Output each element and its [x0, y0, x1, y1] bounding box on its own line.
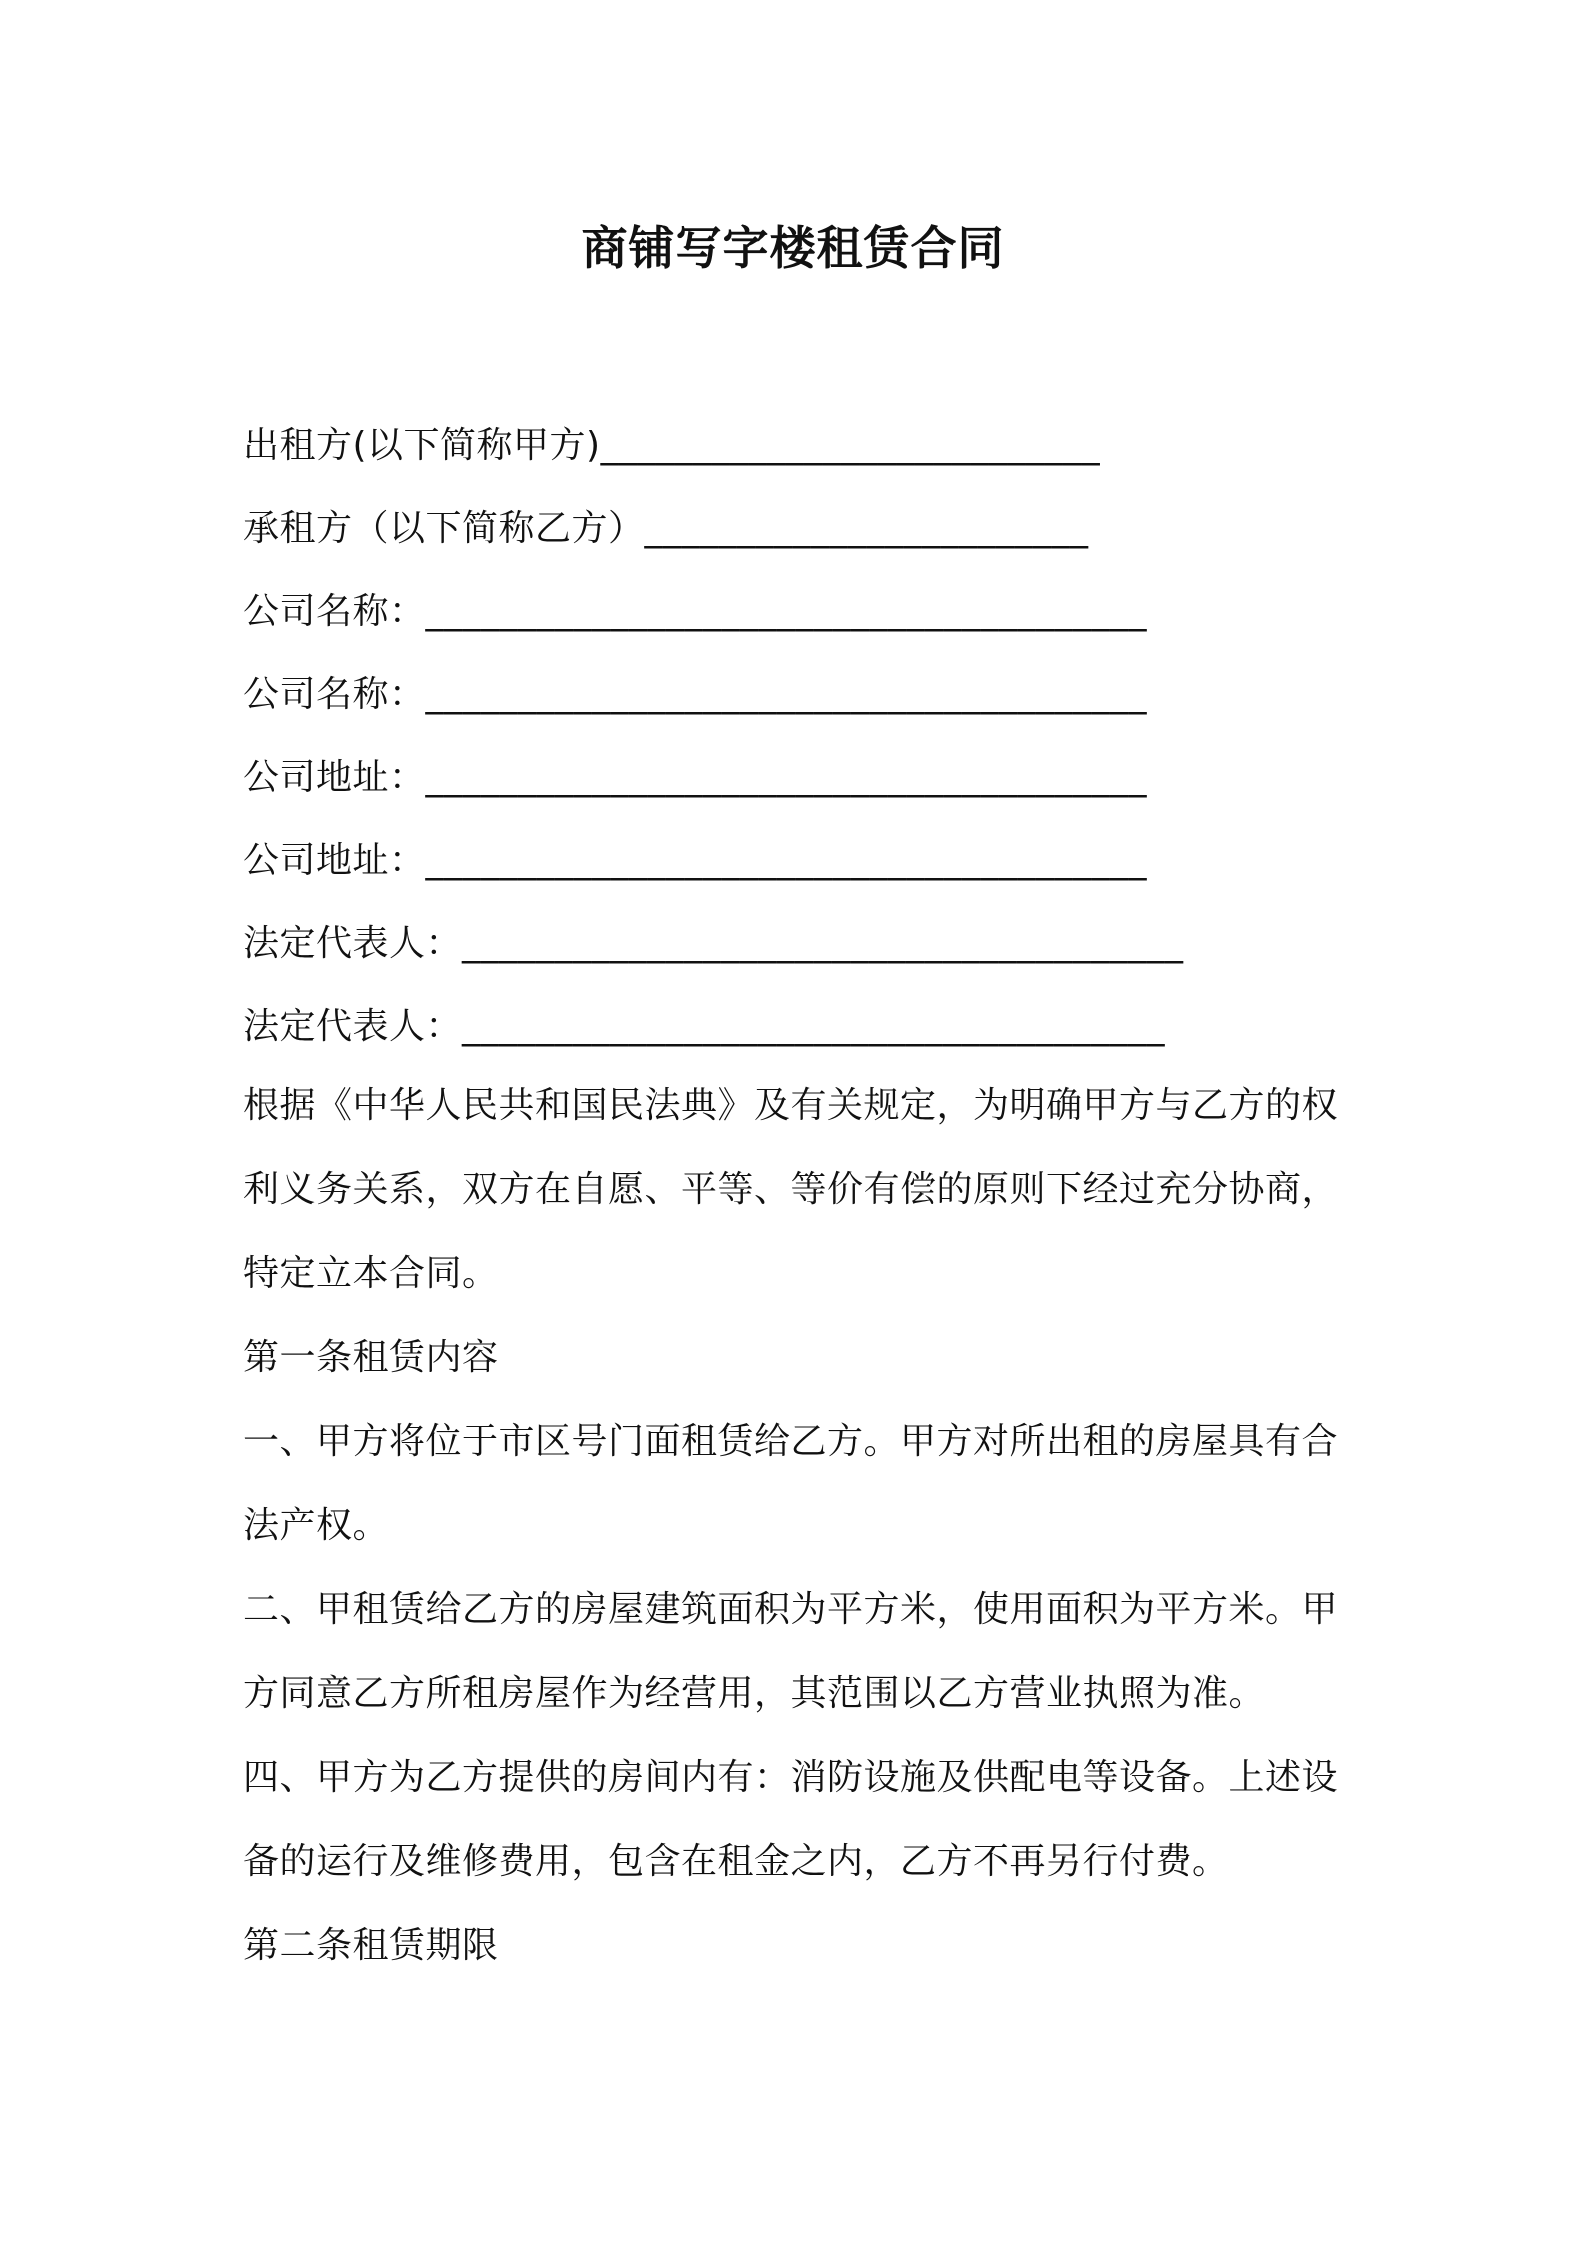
- item-line: 备的运行及维修费用，包含在租金之内，乙方不再另行付费。: [243, 1841, 1229, 1882]
- lessee-line: 承租方（以下简称乙方）________________________: [243, 508, 1089, 549]
- intro-line: 利义务关系，双方在自愿、平等、等价有偿的原则下经过充分协商，: [243, 1169, 1339, 1210]
- lessor-line: 出租方(以下简称甲方)___________________________: [243, 425, 1101, 466]
- article-2-heading: [243, 1904, 1363, 1988]
- item-line: 方同意乙方所租房屋作为经营用，其范围以乙方营业执照为准。: [243, 1673, 1266, 1714]
- company-address-line-b: 公司地址：_______________________________________: [243, 840, 1148, 881]
- legal-representative-line-a: 法定代表人：_______________________________________: [243, 923, 1184, 964]
- item-line: 四、甲方为乙方提供的房间内有：消防设施及供配电等设备。上述设: [243, 1757, 1339, 1798]
- article-1-item-1: [243, 1400, 1363, 1568]
- article-1-item-2: [243, 1568, 1363, 1736]
- intro-line: 根据《中华人民共和国民法典》及有关规定，为明确甲方与乙方的权: [243, 1085, 1339, 1126]
- document-title: 商铺写字楼租赁合同: [581, 221, 1005, 275]
- legal-representative-line-b: 法定代表人：______________________________________: [243, 1006, 1166, 1047]
- article-2-heading-text: 第二条租赁期限: [243, 1925, 499, 1966]
- item-line: 一、甲方将位于市区号门面租赁给乙方。甲方对所出租的房屋具有合: [243, 1421, 1339, 1462]
- article-1-heading-text: 第一条租赁内容: [243, 1337, 499, 1378]
- company-name-line-b: 公司名称：_______________________________________: [243, 674, 1148, 715]
- item-line: 法产权。: [243, 1505, 390, 1546]
- company-address-line-a: 公司地址：_______________________________________: [243, 757, 1148, 798]
- article-1-item-4: [243, 1736, 1363, 1904]
- article-1-heading: [243, 1316, 1363, 1400]
- item-line: 二、甲租赁给乙方的房屋建筑面积为平方米，使用面积为平方米。甲: [243, 1589, 1339, 1630]
- company-name-line-a: 公司名称：_______________________________________: [243, 591, 1148, 632]
- intro-line: 特定立本合同。: [243, 1253, 499, 1294]
- intro-paragraph: [243, 1064, 1363, 1316]
